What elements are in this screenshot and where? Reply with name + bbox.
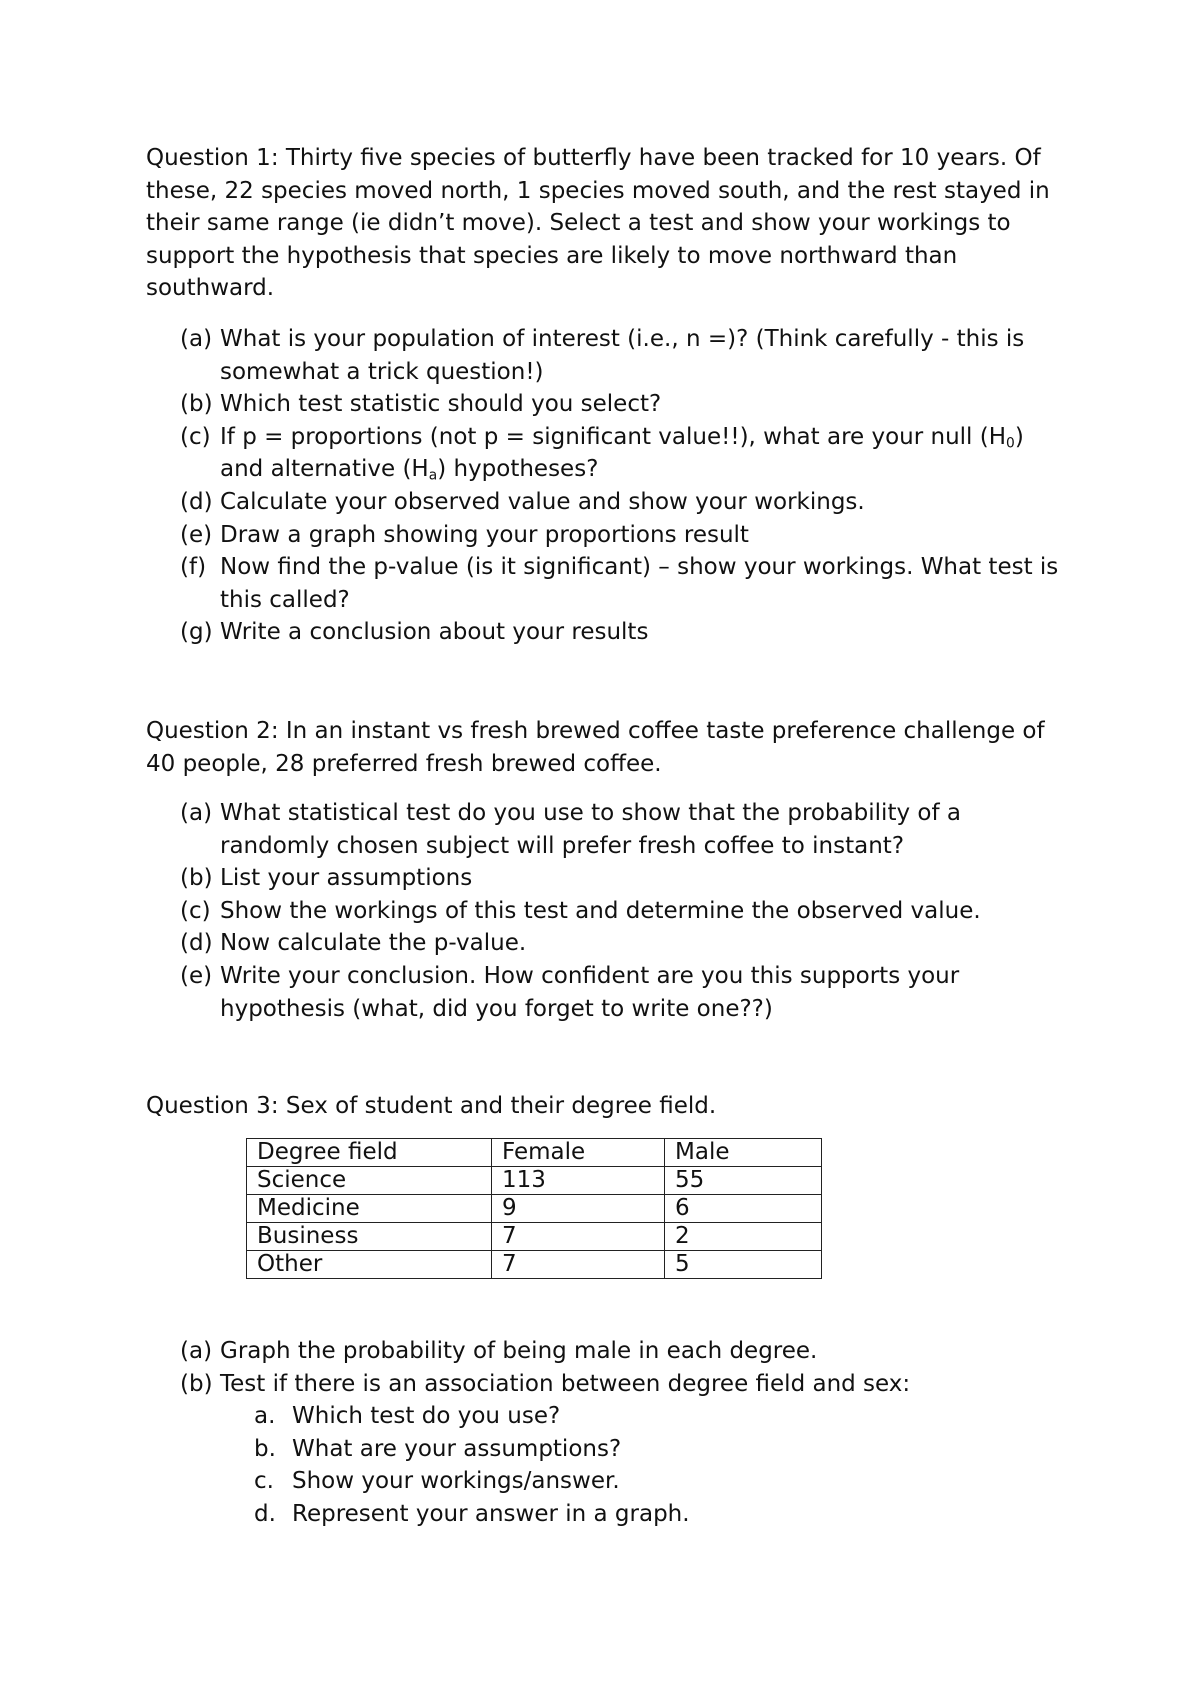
table-header-cell: Degree field — [247, 1139, 492, 1167]
q2-part-e-marker: (e) — [180, 962, 213, 989]
table-row — [247, 1251, 822, 1279]
table-cell: Medicine — [247, 1195, 492, 1223]
table-cell: 2 — [665, 1223, 822, 1251]
table-row — [247, 1167, 822, 1195]
table-cell: 113 — [492, 1167, 665, 1195]
q1-part-e — [0, 519, 1200, 552]
q1-part-c-text — [220, 421, 1060, 486]
question-1-parts — [0, 323, 1200, 649]
q1-part-d-marker: (d) — [180, 488, 213, 515]
h-a-subscript: a — [428, 467, 438, 484]
q1-part-c-marker: (c) — [180, 423, 211, 450]
q1-part-g — [0, 616, 1200, 649]
q2-part-d-text: Now calculate the p-value. — [220, 930, 527, 957]
degree-field-table — [246, 1138, 822, 1279]
q2-part-d-marker: (d) — [180, 930, 213, 957]
question-3-text: Question 3: Sex of student and their degree field. — [146, 1093, 717, 1119]
q1-part-f-marker: (f) — [180, 554, 207, 581]
question-2-text: Question 2: In an instant vs fresh brewed coffee taste preference challenge of 40 people, 28 preferred fresh brewed coffee. — [146, 718, 1045, 777]
table-cell: 7 — [492, 1223, 665, 1251]
q3-subpart-a-text: Which test do you use? — [292, 1403, 561, 1429]
q3-part-a-marker: (a) — [180, 1338, 213, 1364]
q1-part-d-text: Calculate your observed value and show your workings. — [220, 488, 865, 515]
table-cell: Other — [247, 1251, 492, 1279]
q1-part-b-marker: (b) — [180, 391, 213, 418]
q1-part-c-text-1: If p = proportions (not p = significant value!!), what are your null (H — [220, 423, 1007, 450]
q2-part-c-text: Show the workings of this test and determine the observed value. — [220, 897, 981, 924]
q3-part-b-text: Test if there is an association between degree field and sex: — [220, 1370, 911, 1397]
q1-part-a — [0, 323, 1200, 388]
table-header-cell: Female — [492, 1139, 665, 1167]
q3-subpart-c-text: Show your workings/answer. — [292, 1468, 620, 1495]
q2-part-c — [0, 895, 1200, 928]
q3-subpart-c — [0, 1465, 1200, 1498]
table-cell: 6 — [665, 1195, 822, 1223]
q1-part-b — [0, 388, 1200, 421]
q3-part-b — [0, 1368, 1200, 1401]
q3-subpart-a — [0, 1400, 1200, 1433]
q3-subpart-d-marker: d. — [254, 1500, 276, 1527]
table-row — [247, 1195, 822, 1223]
q1-part-c-text-3: ) hypotheses? — [437, 456, 599, 483]
q1-part-c — [0, 421, 1200, 486]
question-3-subparts — [0, 1400, 1200, 1530]
q3-subpart-d-text: Represent your answer in a graph. — [292, 1500, 690, 1527]
q2-part-e-text: Write your conclusion. How confident are you this supports your hypothesis (what, did you forget to write one??) — [220, 962, 960, 1022]
table-cell: 9 — [492, 1195, 665, 1223]
q2-part-a — [0, 797, 1200, 862]
q1-part-g-text: Write a conclusion about your results — [220, 619, 649, 646]
table-cell: 55 — [665, 1167, 822, 1195]
q1-part-f — [0, 551, 1200, 616]
table-cell: Science — [247, 1167, 492, 1195]
q2-part-a-marker: (a) — [180, 800, 213, 826]
question-2-parts — [0, 797, 1200, 1025]
q3-subpart-b — [0, 1433, 1200, 1466]
q3-part-a-text: Graph the probability of being male in each degree. — [220, 1338, 818, 1364]
q2-part-e — [0, 960, 1200, 1025]
q3-subpart-c-marker: c. — [254, 1468, 274, 1495]
table-cell: Business — [247, 1223, 492, 1251]
q3-subpart-b-text: What are your assumptions? — [292, 1435, 622, 1462]
q1-part-e-marker: (e) — [180, 521, 213, 548]
q2-part-b-marker: (b) — [180, 865, 213, 892]
table-header-row — [247, 1139, 822, 1167]
q1-part-c-text-2: ) and alternative (H — [220, 423, 1024, 483]
q2-part-a-text: What statistical test do you use to show that the probability of a randomly chosen subject will prefer fresh coffee to instant? — [220, 800, 961, 859]
table-row — [247, 1223, 822, 1251]
q1-part-g-marker: (g) — [180, 619, 213, 646]
question-1-text: Question 1: Thirty five species of butterfly have been tracked for 10 years. Of these, 22 species moved north, 1 species moved south, and the rest stayed in their same range (ie didn’t move). Select a test and show your workings to support the hypothesis that species are likely to move northward than southward. — [146, 145, 1050, 302]
q1-part-a-marker: (a) — [180, 326, 213, 352]
q1-part-d — [0, 486, 1200, 519]
q3-subpart-a-marker: a. — [254, 1403, 276, 1429]
q2-part-b-text: List your assumptions — [220, 865, 473, 892]
q1-part-b-text: Which test statistic should you select? — [220, 391, 662, 418]
q1-part-e-text: Draw a graph showing your proportions result — [220, 521, 749, 548]
q2-part-d — [0, 927, 1200, 960]
q3-subpart-d — [0, 1498, 1200, 1531]
q3-subpart-b-marker: b. — [254, 1435, 276, 1462]
q1-part-f-text: Now find the p-value (is it significant) – show your workings. What test is this called? — [220, 554, 1059, 613]
q2-part-c-marker: (c) — [180, 897, 211, 924]
table-cell: 7 — [492, 1251, 665, 1279]
q3-part-a — [0, 1335, 1200, 1368]
question-3-parts — [0, 1335, 1200, 1400]
table-cell: 5 — [665, 1251, 822, 1279]
q2-part-b — [0, 862, 1200, 895]
h-zero-subscript: 0 — [1006, 435, 1015, 452]
q1-part-a-text: What is your population of interest (i.e., n =)? (Think carefully - this is somewhat a trick question!) — [220, 326, 1025, 385]
q3-part-b-marker: (b) — [180, 1370, 213, 1397]
table-header-cell: Male — [665, 1139, 822, 1167]
